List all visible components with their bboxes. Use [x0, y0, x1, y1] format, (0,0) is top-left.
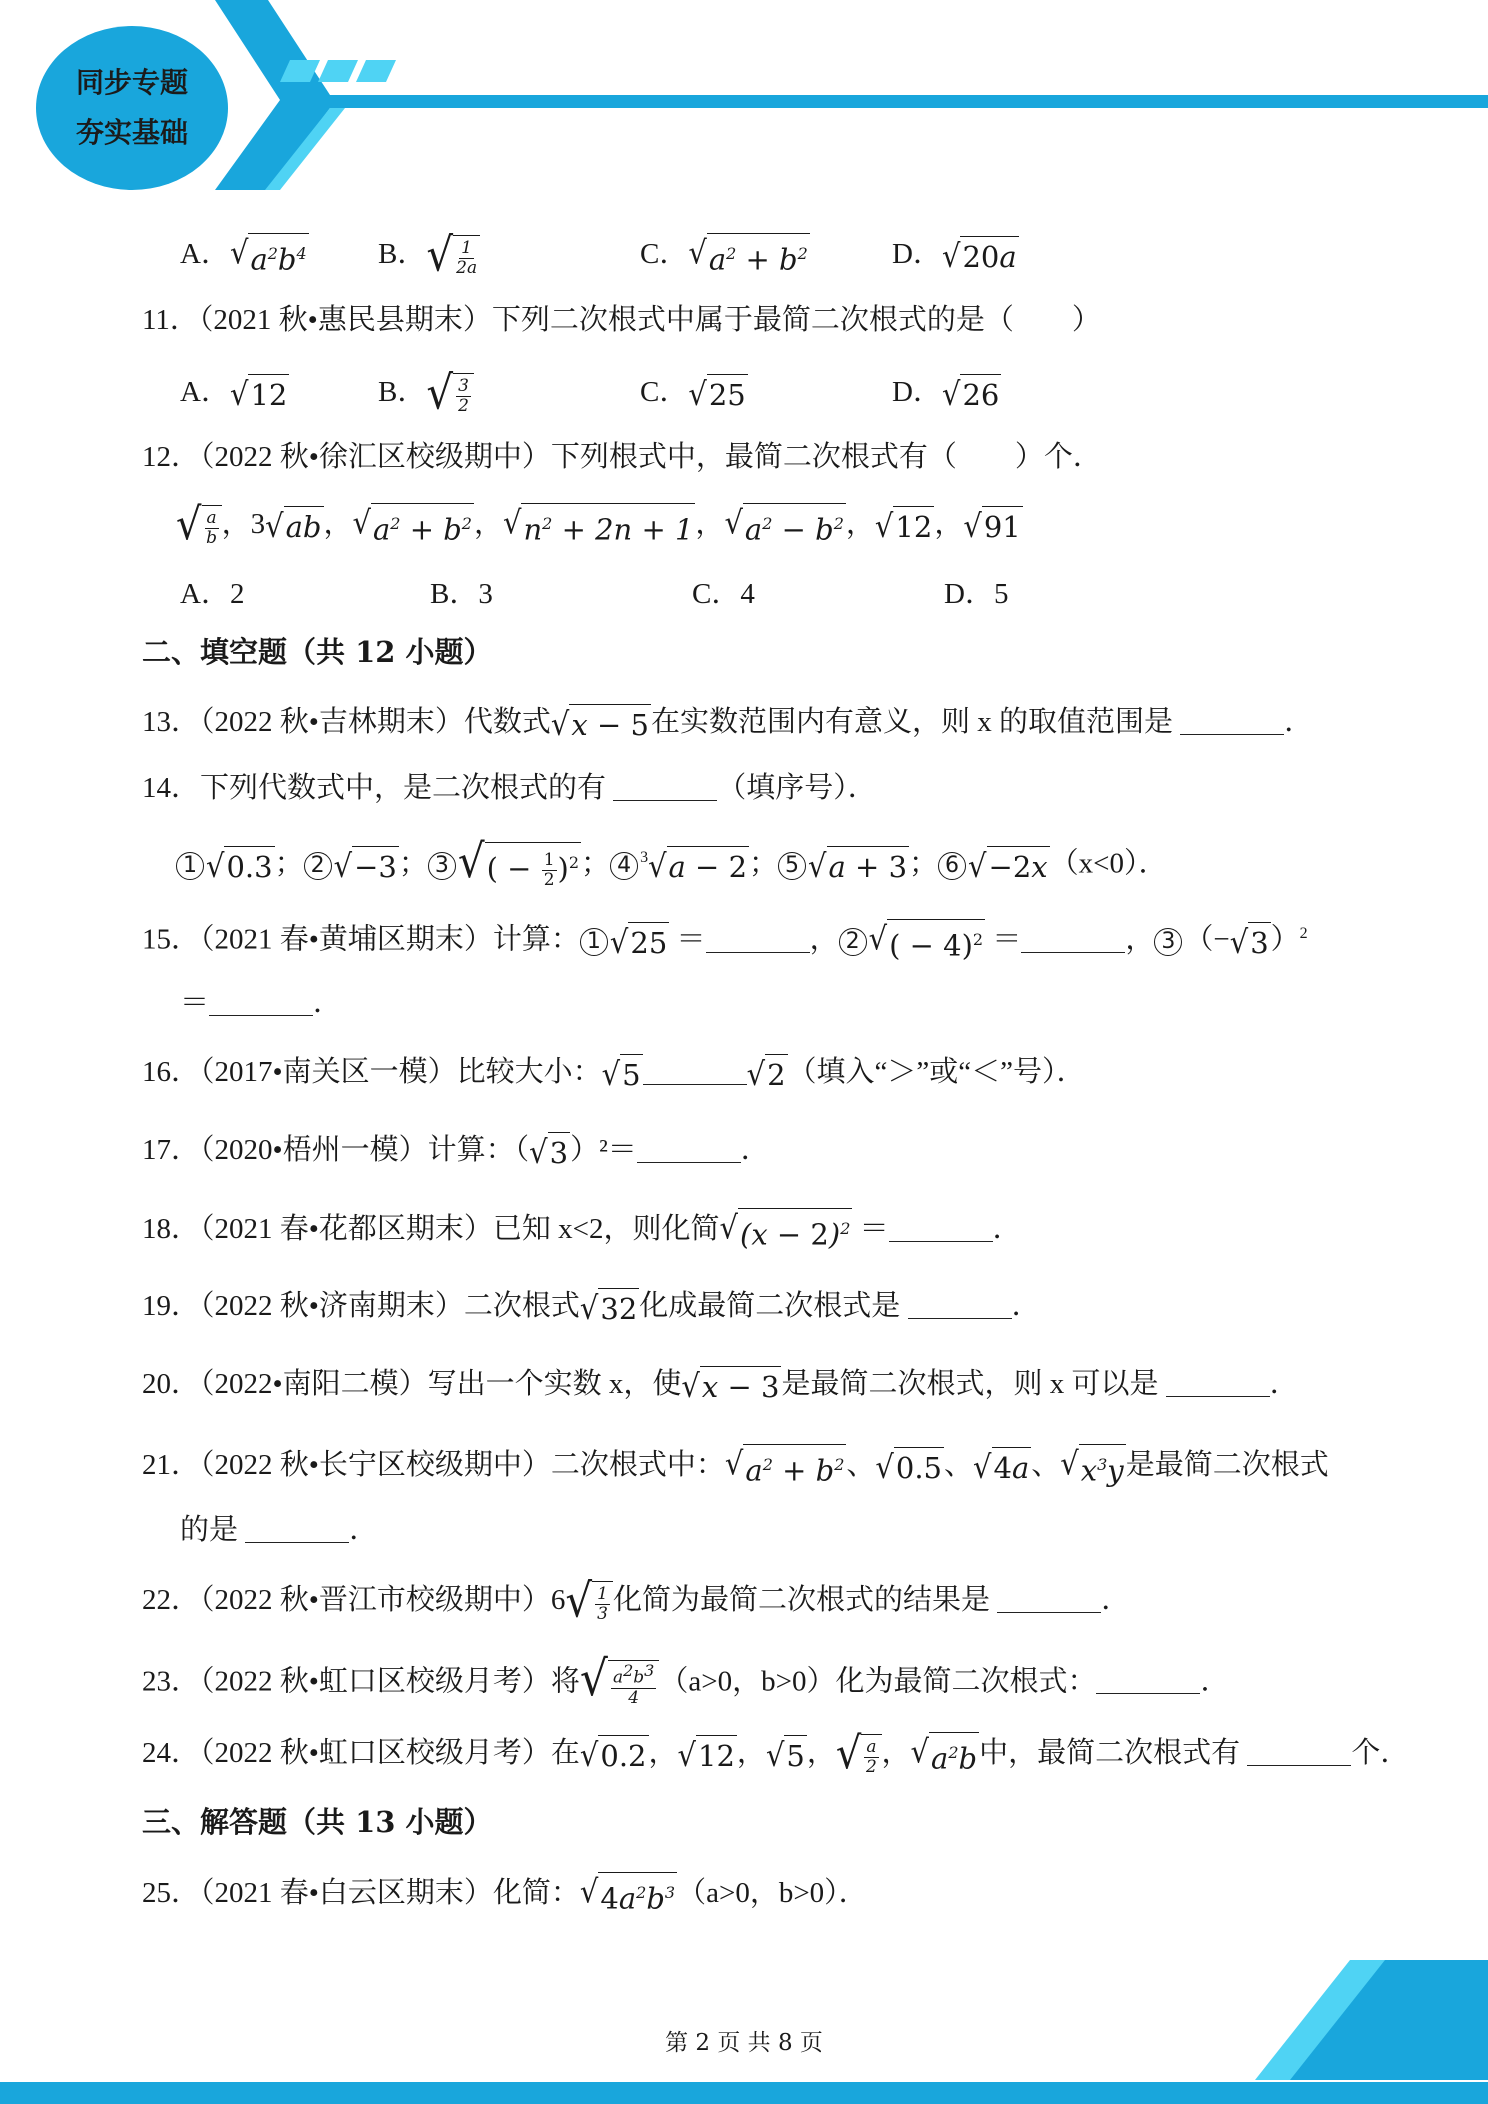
q11-options [180, 365, 1001, 420]
q18: 18．（2021 春•花都区期末）已知 x<2，则化简 √ $(x - 2)^2$ ＝ ． [142, 1208, 1022, 1255]
q11-option-a: A． √ 12 [180, 372, 378, 415]
q17: 17．（2020•梧州一模）计算：（ √ 3 ）²＝ ． [142, 1130, 770, 1173]
q12-option-c: C．4 [692, 578, 755, 610]
page-header [0, 0, 1488, 200]
q12-options [180, 574, 1008, 614]
badge-line1: 同步专题 [75, 66, 188, 99]
q20: 20．（2022•南阳二模）写出一个实数 x，使 √ x − 3 是最简二次根式，则 x 可以是 ． [142, 1364, 1299, 1407]
q15-blank-2[interactable] [1021, 926, 1125, 953]
q10-option-a: A． √ $a^2b^4$ [180, 233, 378, 280]
q21-blank[interactable] [245, 1516, 349, 1543]
q19: 19．（2022 秋•济南期末）二次根式 √ 32 化成最简二次根式是 ． [142, 1286, 1041, 1329]
q21: 21．（2022 秋•长宁区校级期中）二次根式中： √ $a^2 + b^2$ 、 √ 0.5 、 √ 4a 、 √ $x^3y$ 是最简二次根式 [142, 1444, 1329, 1491]
section3-title: 三、解答题（共 13 小题） [142, 1805, 493, 1839]
q14-items: 1 √ 0.3 ； 2 √ −3 ； 3 √ ( − $\frac{1}{2}$ )$^2$ ； 4 $^3$ √ a − 2 ； 5 √ a + 3 ； 6 √ −2x （x<0）． [176, 838, 1167, 890]
q23-blank[interactable] [1096, 1667, 1200, 1694]
q16: 16．（2017•南关区一模）比较大小： √ 5 √ 2 （填入“＞”或“＜”号）． [142, 1052, 1086, 1095]
q10-option-b: B． √ $\frac{1}{2a}$ [378, 234, 640, 278]
section2-title: 二、填空题（共 12 小题） [142, 635, 493, 669]
q15-line2: ＝ ． [180, 987, 343, 1019]
q16-blank[interactable] [643, 1058, 747, 1085]
q10-options [180, 227, 1019, 282]
q15-blank-3[interactable] [209, 989, 313, 1016]
q15: 15．（2021 春•黄埔区期末）计算： 1 √ 25 ＝ ， 2 √ ( − 4)$^2$ ＝ ， 3 （− √ 3 ）$^2$ [142, 914, 1308, 965]
q24-blank[interactable] [1247, 1739, 1351, 1766]
q20-blank[interactable] [1166, 1370, 1270, 1397]
header-badge [36, 26, 228, 190]
q23: 23．（2022 秋•虹口区校级月考）将 √ $\frac{a^2b^3}{4}$ （a>0，b>0）化为最简二次根式： ． [142, 1651, 1230, 1708]
q13-blank[interactable] [1180, 708, 1284, 735]
q12-option-a: A．2 [180, 578, 245, 610]
q21-line2: 的是 ． [180, 1514, 379, 1546]
q17-blank[interactable] [637, 1136, 741, 1163]
q15-blank-1[interactable] [706, 926, 810, 953]
q12-stem: 12．（2022 秋•徐汇区校级期中）下列根式中，最简二次根式有（ ）个． [142, 441, 1102, 473]
q12-option-d: D．5 [944, 578, 1009, 610]
q13: 13．（2022 秋•吉林期末）代数式 √ x − 5 在实数范围内有意义，则 x 的取值范围是 ． [142, 702, 1313, 745]
q12-expressions: √ $\frac{a}{b}$ ，3 √ ab ， √ $a^2 + b^2$ ， √ $n^2 + 2n + 1$ ， √ $a^2 - b^2$ ， √ 12 ， √ 91 [176, 499, 1021, 551]
q24: 24．（2022 秋•虹口区校级月考）在 √ 0.2 ， √ 12 ， √ 5 ， √ $\frac{a}{2}$ ， √ $a^2b$ 中，最简二次根式有 个． [142, 1728, 1410, 1780]
q22-blank[interactable] [997, 1586, 1101, 1613]
q11-option-b: B． √ $\frac{3}{2}$ [378, 372, 640, 416]
q10-option-c: C． √ $a^2 + b^2$ [640, 233, 892, 280]
q11-option-c: C． √ 25 [640, 372, 892, 415]
q18-blank[interactable] [889, 1215, 993, 1242]
q11-stem: 11．（2021 秋•惠民县期末）下列二次根式中属于最简二次根式的是（ ） [142, 304, 1101, 336]
q14-blank[interactable] [613, 774, 717, 801]
q25: 25．（2021 春•白云区期末）化简： √ $4a^2b^3$ （a>0，b>0）． [142, 1872, 868, 1919]
q19-blank[interactable] [908, 1292, 1012, 1319]
q12-option-b: B．3 [430, 578, 493, 610]
q22: 22．（2022 秋•晋江市校级期中）6 √ $\frac{1}{3}$ 化简为最简二次根式的结果是 ． [142, 1573, 1131, 1628]
badge-line2: 夯实基础 [75, 116, 188, 149]
q14: 14．下列代数式中，是二次根式的有 （填序号）． [142, 772, 877, 804]
q10-option-d: D． √ 20a [892, 234, 1019, 277]
q11-option-d: D． √ 26 [892, 372, 1001, 415]
page-number: 第 2 页 共 8 页 [665, 2030, 823, 2056]
